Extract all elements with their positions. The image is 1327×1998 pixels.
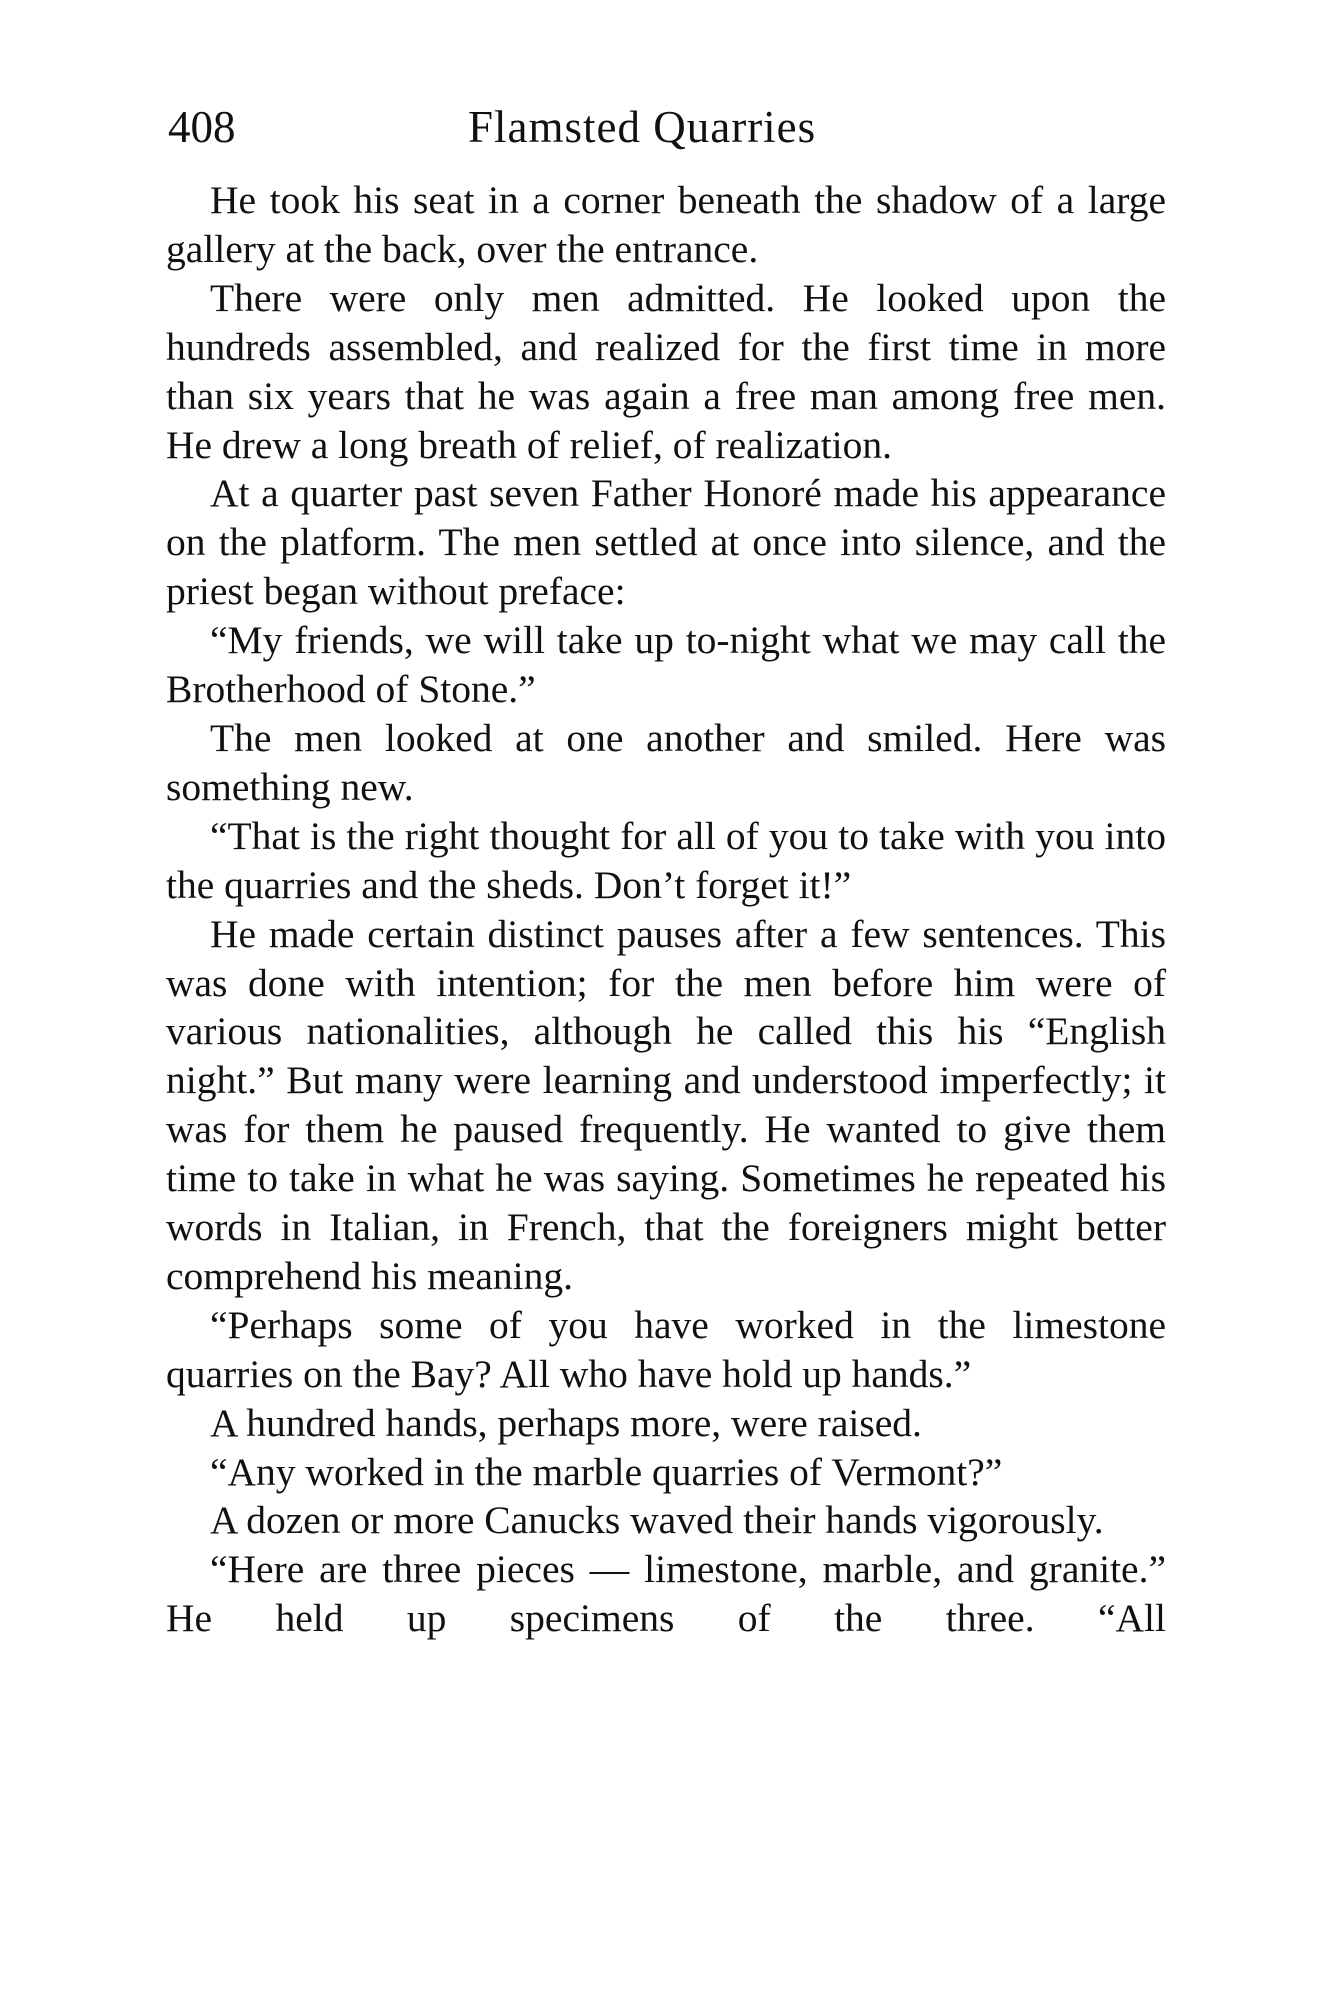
paragraph: “Any worked in the marble quarries of Vermont?” bbox=[210, 1449, 1003, 1494]
paragraph: A hundred hands, perhaps more, were raised. bbox=[210, 1400, 922, 1445]
running-title: Flamsted Quarries bbox=[468, 102, 817, 152]
paragraph: There were only men admitted. He looked upon the hundreds assembled, and realized for the first time in more than six years that he was again a free man among free men. He drew a long breath of relief, of realization. bbox=[166, 275, 1166, 467]
paragraph: He made certain distinct pauses after a few sentences. This was done with intention; for the men before him were of various nationalities, although he called this his “English night.” But many were learning and understood imperfectly; it was for them he paused frequently. He wanted to give them time to take in what he was saying. Sometimes he repeated his words in Italian, in French, that the foreigners might better comprehend his meaning. bbox=[166, 911, 1166, 1298]
paragraph: He took his seat in a corner beneath the shadow of a large gallery at the back, over the entrance. bbox=[166, 178, 1166, 271]
paragraph: “Perhaps some of you have worked in the limestone quarries on the Bay? All who have hold up hands.” bbox=[166, 1302, 1166, 1396]
paragraph: “My friends, we will take up to-night what we may call the Brotherhood of Stone.” bbox=[166, 618, 1166, 712]
paragraph: “That is the right thought for all of you to take with you into the quarries and the sheds. Don’t forget it!” bbox=[166, 813, 1166, 907]
paragraph: “Here are three pieces — limestone, marble, and granite.” He held up specimens of the three. “All bbox=[166, 1547, 1166, 1641]
paragraph: A dozen or more Canucks waved their hands vigorously. bbox=[210, 1498, 1104, 1543]
paragraph: At a quarter past seven Father Honoré made his appearance on the platform. The men settled at once into silence, and the priest began without preface: bbox=[166, 471, 1166, 614]
running-head bbox=[168, 92, 1168, 162]
body-text bbox=[166, 176, 1166, 1643]
paragraph: The men looked at one another and smiled. Here was something new. bbox=[166, 715, 1166, 809]
page-number: 408 bbox=[168, 102, 236, 152]
